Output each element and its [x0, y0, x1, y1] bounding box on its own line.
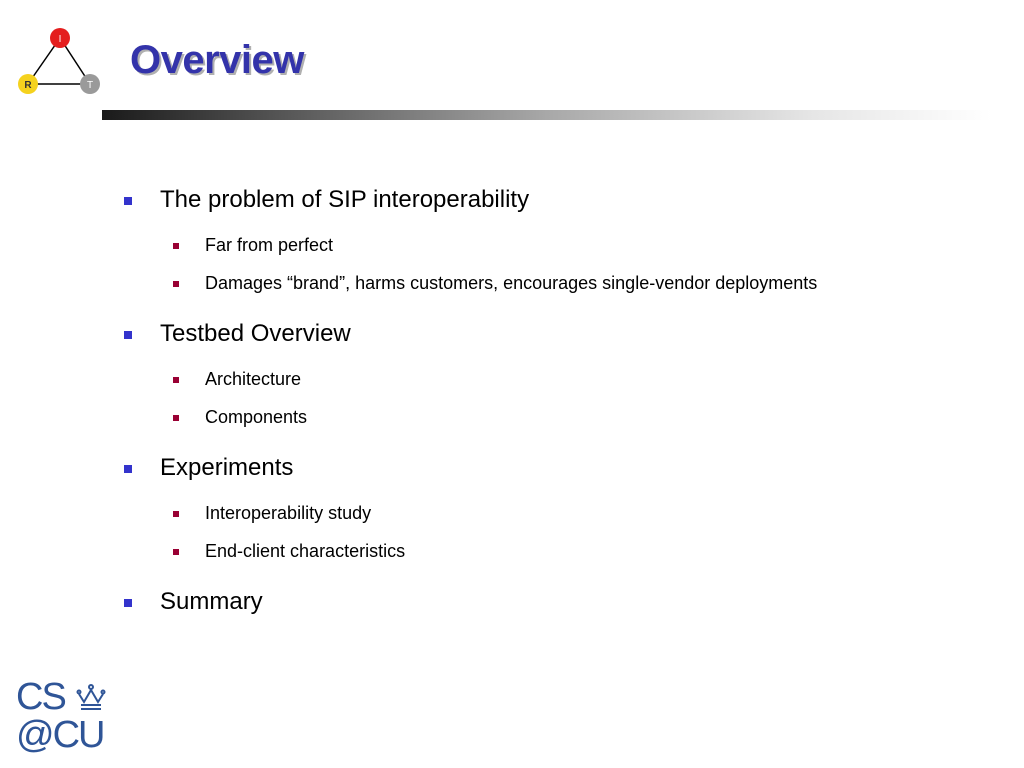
sub-bullet-item [120, 264, 1000, 302]
logo-cs-text: CS [16, 676, 65, 718]
bullet-item [120, 450, 1000, 486]
square-bullet-icon [124, 465, 132, 473]
square-bullet-icon [173, 549, 179, 555]
square-bullet-icon [124, 197, 132, 205]
sub-bullet-item [120, 532, 1000, 570]
bullet-text: Experiments [160, 454, 294, 481]
sub-bullet-text: Architecture [205, 369, 302, 389]
slide-title: Overview [130, 38, 304, 82]
title-underline-bar [102, 110, 992, 120]
sub-bullet-text: End-client characteristics [205, 541, 406, 561]
bullet-item [120, 584, 1000, 620]
logo-node-r-label: R [24, 80, 32, 91]
square-bullet-icon [173, 377, 179, 383]
square-bullet-icon [124, 331, 132, 339]
sub-bullet-item [120, 360, 1000, 398]
crown-icon [76, 684, 106, 712]
square-bullet-icon [173, 281, 179, 287]
bullet-item [120, 316, 1000, 352]
logo-node-t-label: T [86, 80, 94, 91]
bullet-text: The problem of SIP interoperability [160, 186, 530, 213]
bullet-text: Testbed Overview [160, 320, 351, 347]
bullet-item [120, 182, 1000, 218]
sub-bullet-text: Components [205, 407, 308, 427]
cs-at-cu-logo [14, 676, 110, 756]
square-bullet-icon [173, 511, 179, 517]
sub-bullet-item [120, 398, 1000, 436]
irt-logo [14, 24, 106, 100]
bullet-list [120, 182, 1000, 620]
logo-cu-text: @CU [16, 714, 104, 756]
bullet-text: Summary [160, 588, 263, 615]
sub-bullet-text: Interoperability study [205, 503, 372, 523]
square-bullet-icon [173, 243, 179, 249]
square-bullet-icon [124, 599, 132, 607]
sub-bullet-item [120, 494, 1000, 532]
sub-bullet-text: Far from perfect [205, 235, 334, 255]
square-bullet-icon [173, 415, 179, 421]
logo-node-i-label: I [58, 34, 62, 45]
sub-bullet-item [120, 226, 1000, 264]
sub-bullet-text: Damages “brand”, harms customers, encourages single-vendor deployments [205, 273, 818, 293]
